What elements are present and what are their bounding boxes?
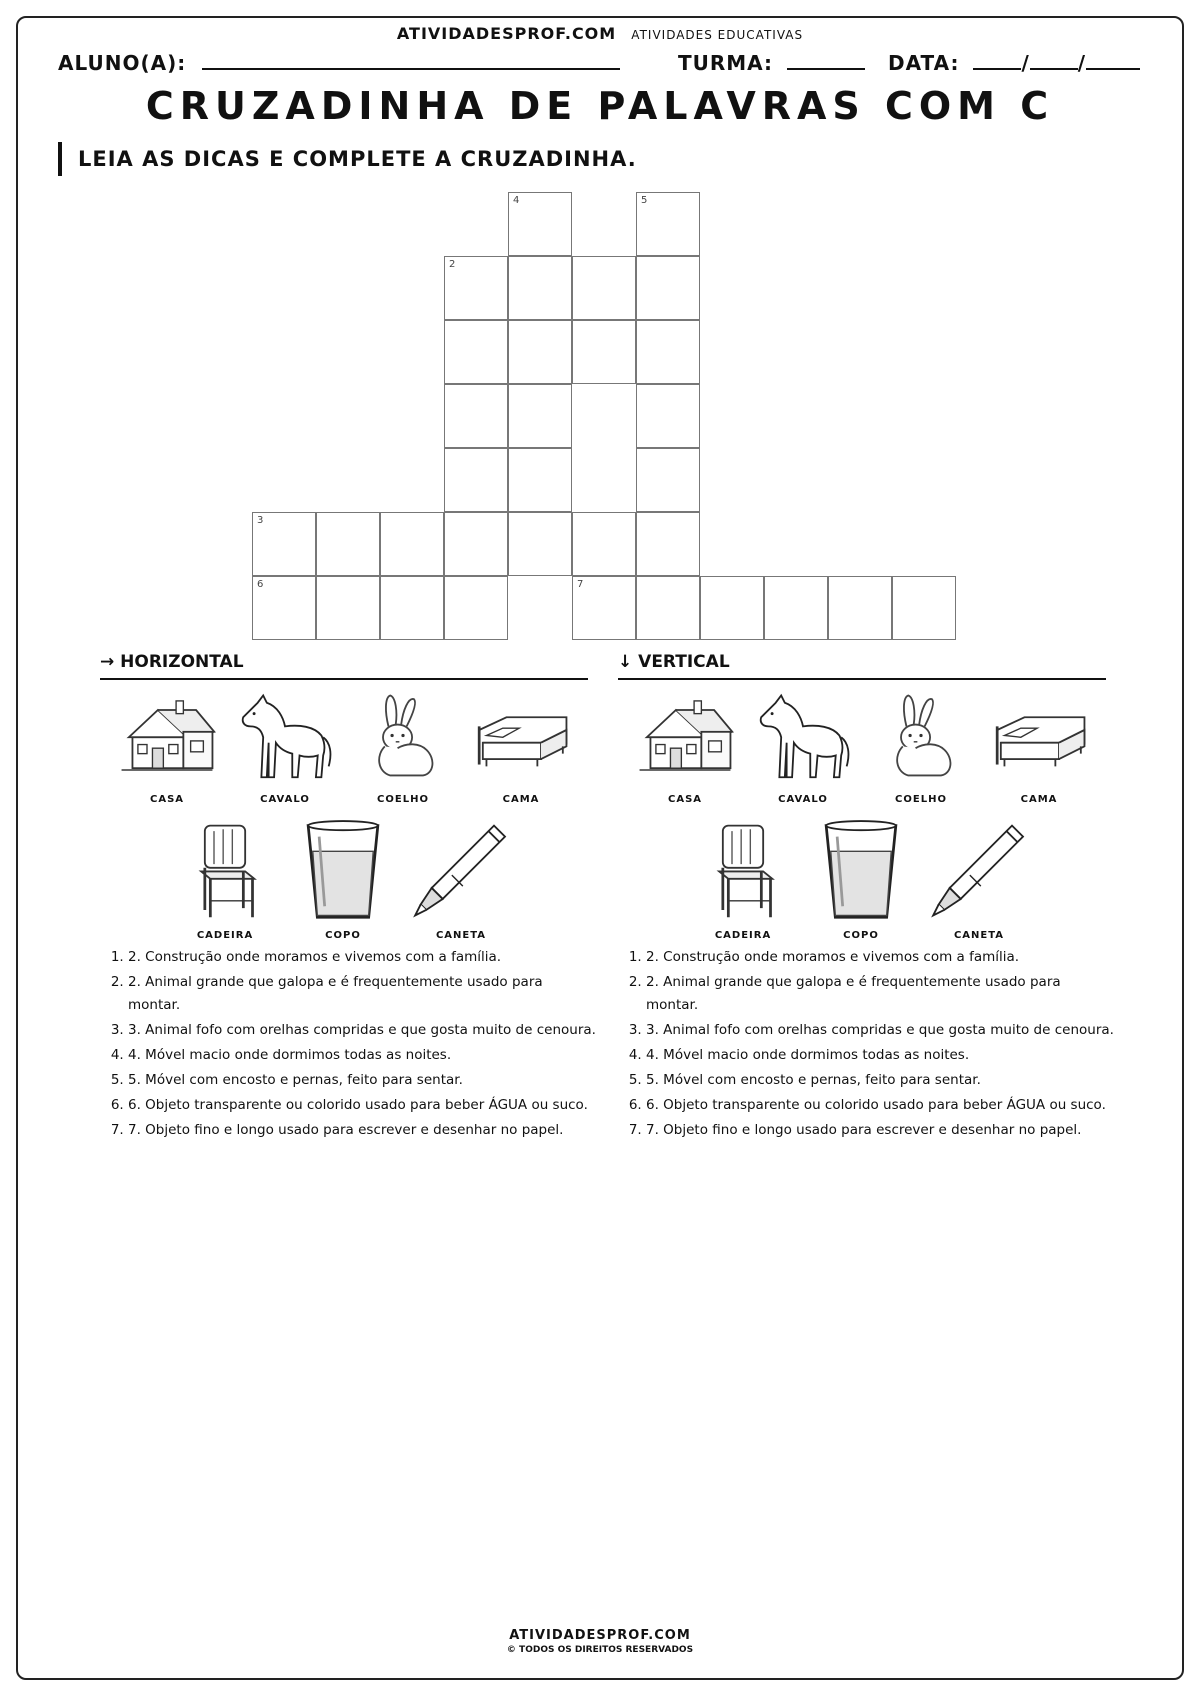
clue-number: 4 [513,195,520,206]
crossword-cell[interactable] [636,512,700,576]
crossword-cell[interactable] [572,256,636,320]
vertical-heading: ↓ VERTICAL [618,652,1106,680]
clue-item: 6. 6. Objeto transparente ou colorido usado para beber ÁGUA ou suco. [128,1094,598,1117]
clue-item: 1. 2. Construção onde moramos e vivemos com a família. [646,946,1116,969]
picture-card [684,816,802,941]
picture-label: CAVALO [260,794,310,805]
footer-rights: © TODOS OS DIREITOS RESERVADOS [506,1645,694,1655]
crossword-cell[interactable] [636,192,700,256]
vertical-section [618,652,1106,680]
data-label: DATA: [888,51,960,75]
crossword-cell[interactable] [508,320,572,384]
crossword-cell[interactable] [572,576,636,640]
glass-icon [288,816,398,926]
crossword-cell[interactable] [764,576,828,640]
clue-item: 3. 3. Animal fofo com orelhas compridas e que gosta muito de cenoura. [646,1019,1116,1042]
bed-icon [466,690,576,790]
date-year-field[interactable] [1086,50,1140,70]
picture-card [744,690,862,805]
crossword-cell[interactable] [572,512,636,576]
house-icon [112,690,222,790]
clue-item: 4. 4. Móvel macio onde dormimos todas as noites. [128,1044,598,1067]
horizontal-picture-row-2 [166,816,520,941]
clue-item: 2. 2. Animal grande que galopa e é frequentemente usado para montar. [128,971,598,1017]
clue-item: 5. 5. Móvel com encosto e pernas, feito para sentar. [128,1069,598,1092]
picture-card [980,690,1098,805]
picture-card [166,816,284,941]
clue-number: 6 [257,579,264,590]
picture-card [802,816,920,941]
instruction: LEIA AS DICAS E COMPLETE A CRUZADINHA. [58,142,637,176]
clue-item: 5. 5. Móvel com encosto e pernas, feito para sentar. [646,1069,1116,1092]
crossword-cell[interactable] [508,448,572,512]
crossword-cell[interactable] [636,384,700,448]
clue-number: 7 [577,579,584,590]
picture-card [108,690,226,805]
picture-card [862,690,980,805]
bed-icon [984,690,1094,790]
clue-item: 7. 7. Objeto fino e longo usado para escrever e desenhar no papel. [128,1119,598,1142]
vertical-picture-row-2 [684,816,1038,941]
clue-number: 2 [449,259,456,270]
crossword-cell[interactable] [508,192,572,256]
turma-label: TURMA: [678,51,774,75]
crossword-cell[interactable] [380,576,444,640]
date-slash: / [1021,51,1030,75]
horse-icon [748,690,858,790]
house-icon [630,690,740,790]
picture-label: CAMA [502,794,540,805]
aluno-label: ALUNO(A): [58,51,187,75]
picture-label: CASA [149,794,185,805]
glass-icon [806,816,916,926]
page-title: CRUZADINHA DE PALAVRAS COM C [145,84,1055,128]
student-name-line [58,50,620,75]
clue-item: 1. 2. Construção onde moramos e vivemos com a família. [128,946,598,969]
clue-item: 4. 4. Móvel macio onde dormimos todas as noites. [646,1044,1116,1067]
picture-label: CADEIRA [196,930,254,941]
crossword-cell[interactable] [444,448,508,512]
date-line [888,50,1140,75]
crossword-cell[interactable] [828,576,892,640]
crossword-cell[interactable] [508,512,572,576]
site-subtitle: ATIVIDADES EDUCATIVAS [631,28,804,42]
picture-label: COPO [843,930,879,941]
crossword-cell[interactable] [636,320,700,384]
crossword-cell[interactable] [444,576,508,640]
class-line [678,50,865,75]
site-header [0,24,1200,43]
picture-label: CAVALO [778,794,828,805]
vertical-clue-list [618,946,1116,1144]
crossword-cell[interactable] [636,576,700,640]
vertical-picture-row-1 [626,690,1098,805]
crossword-cell[interactable] [444,512,508,576]
picture-label: CANETA [953,930,1005,941]
picture-card [920,816,1038,941]
horizontal-heading: → HORIZONTAL [100,652,588,680]
horizontal-clue-list [100,946,598,1144]
date-month-field[interactable] [1030,50,1078,70]
horse-icon [230,690,340,790]
picture-label: CASA [667,794,703,805]
site-name: ATIVIDADESPROF.COM [396,24,617,43]
pen-icon [924,816,1034,926]
crossword-cell[interactable] [444,256,508,320]
crossword-cell[interactable] [700,576,764,640]
rabbit-icon [866,690,976,790]
clue-item: 3. 3. Animal fofo com orelhas compridas e que gosta muito de cenoura. [128,1019,598,1042]
picture-card [344,690,462,805]
rabbit-icon [348,690,458,790]
crossword-cell[interactable] [252,576,316,640]
class-field[interactable] [787,50,865,70]
crossword-cell[interactable] [636,448,700,512]
pen-icon [406,816,516,926]
chair-icon [170,816,280,926]
picture-label: COELHO [895,794,947,805]
crossword-cell[interactable] [316,512,380,576]
footer [0,1628,1200,1655]
crossword-cell[interactable] [316,576,380,640]
horizontal-picture-row-1 [108,690,580,805]
clue-item: 6. 6. Objeto transparente ou colorido usado para beber ÁGUA ou suco. [646,1094,1116,1117]
crossword-cell[interactable] [252,512,316,576]
crossword-cell[interactable] [508,256,572,320]
picture-label: CANETA [435,930,487,941]
picture-card [626,690,744,805]
crossword-cell[interactable] [380,512,444,576]
horizontal-section [100,652,588,680]
clue-number: 5 [641,195,648,206]
crossword-cell[interactable] [444,320,508,384]
clue-item: 7. 7. Objeto fino e longo usado para escrever e desenhar no papel. [646,1119,1116,1142]
picture-label: COPO [325,930,361,941]
picture-card [462,690,580,805]
picture-label: COELHO [377,794,429,805]
clue-number: 3 [257,515,264,526]
crossword-cell[interactable] [636,256,700,320]
crossword-cell[interactable] [444,384,508,448]
picture-label: CAMA [1020,794,1058,805]
picture-card [226,690,344,805]
date-day-field[interactable] [973,50,1021,70]
student-name-field[interactable] [202,50,620,70]
footer-site: ATIVIDADESPROF.COM [509,1628,691,1643]
chair-icon [688,816,798,926]
picture-label: CADEIRA [714,930,772,941]
crossword-cell[interactable] [508,384,572,448]
date-slash: / [1077,51,1087,75]
clue-item: 2. 2. Animal grande que galopa e é frequentemente usado para montar. [646,971,1116,1017]
crossword-cell[interactable] [892,576,956,640]
picture-card [284,816,402,941]
crossword-cell[interactable] [572,320,636,384]
picture-card [402,816,520,941]
